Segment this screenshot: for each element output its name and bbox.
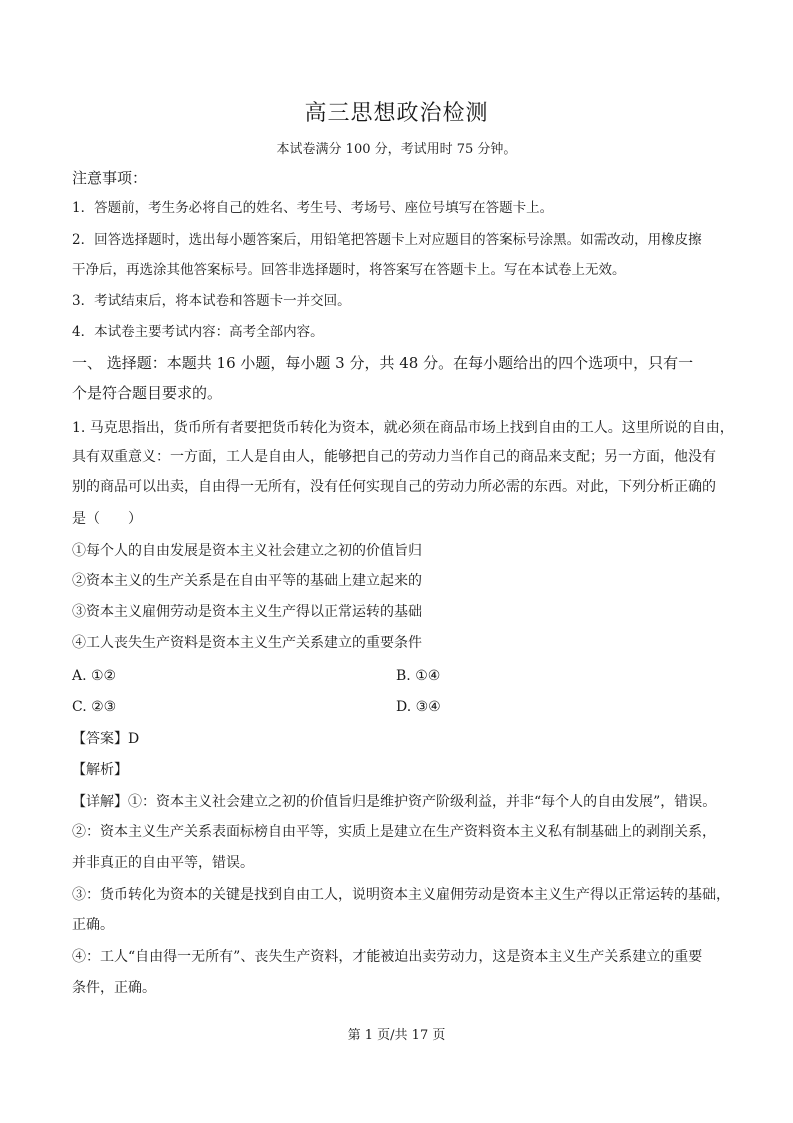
notice-item: 3．考试结束后，将本试卷和答题卡一并交回。 [72,293,351,309]
explanation-line: 【详解】①：资本主义社会建立之初的价值旨归是维护资产阶级利益，并非“每个人的自由发展”，错误。 [72,794,717,810]
notice-heading: 注意事项： [72,169,148,187]
notice-item: 干净后，再选涂其他答案标号。回答非选择题时，将答案写在答题卡上。写在本试卷上无效。 [72,262,626,278]
option-d: D. ③④ [396,699,441,715]
question-stem: 是（ ） [72,511,142,527]
option-b: B. ①④ [396,668,441,684]
notice-item: 1．答题前，考生务必将自己的姓名、考生号、考场号、座位号填写在答题卡上。 [72,200,554,216]
notice-item: 4．本试卷主要考试内容：高考全部内容。 [72,324,324,340]
section-heading: 个是符合题目要求的。 [72,384,223,402]
notice-item: 2．回答选择题时，选出每小题答案后，用铅笔把答题卡上对应题目的答案标号涂黑。如需改动，用橡皮擦 [72,232,702,248]
section-heading: 一、 选择题：本题共 16 小题，每小题 3 分，共 48 分。在每小题给出的四个选项中，只有一 [72,354,694,372]
explanation-line: ③：货币转化为资本的关键是找到自由工人，说明资本主义雇佣劳动是资本主义生产得以正常运转的基础， [72,887,730,903]
statement-item: ③资本主义雇佣劳动是资本主义生产得以正常运转的基础 [72,604,422,620]
question-stem: 别的商品可以出卖，自由得一无所有，没有任何实现自己的劳动力所必需的东西。对此，下列分析正确的 [72,479,716,495]
page-number: 第 1 页/共 17 页 [347,1028,446,1043]
question-stem: 具有双重意义：一方面，工人是自由人，能够把自己的劳动力当作自己的商品来支配；另一方面，他没有 [72,449,716,465]
option-a: A. ①② [72,668,117,684]
question-stem: 1. 马克思指出，货币所有者要把货币转化为资本，就必须在商品市场上找到自由的工人。这里所说的自由， [72,420,734,436]
explanation-line: 正确。 [72,917,114,933]
option-c: C. ②③ [72,699,117,715]
analysis-label: 【解析】 [72,762,128,778]
explanation-line: ②：资本主义生产关系表面标榜自由平等，实质上是建立在生产资料资本主义私有制基础上的剥削关系， [72,824,716,840]
statement-item: ①每个人的自由发展是资本主义社会建立之初的价值旨归 [72,543,422,559]
page-title: 高三思想政治检测 [304,101,489,126]
statement-item: ④工人丧失生产资料是资本主义生产关系建立的重要条件 [72,635,422,651]
answer-label: 【答案】D [72,731,140,747]
exam-subtitle: 本试卷满分 100 分，考试用时 75 分钟。 [276,142,517,157]
explanation-line: 并非真正的自由平等，错误。 [72,855,254,871]
explanation-line: 条件，正确。 [72,980,156,996]
statement-item: ②资本主义的生产关系是在自由平等的基础上建立起来的 [72,573,422,589]
explanation-line: ④：工人“自由得一无所有”、丧失生产资料，才能被迫出卖劳动力，这是资本主义生产关系建立的重要 [72,949,703,965]
